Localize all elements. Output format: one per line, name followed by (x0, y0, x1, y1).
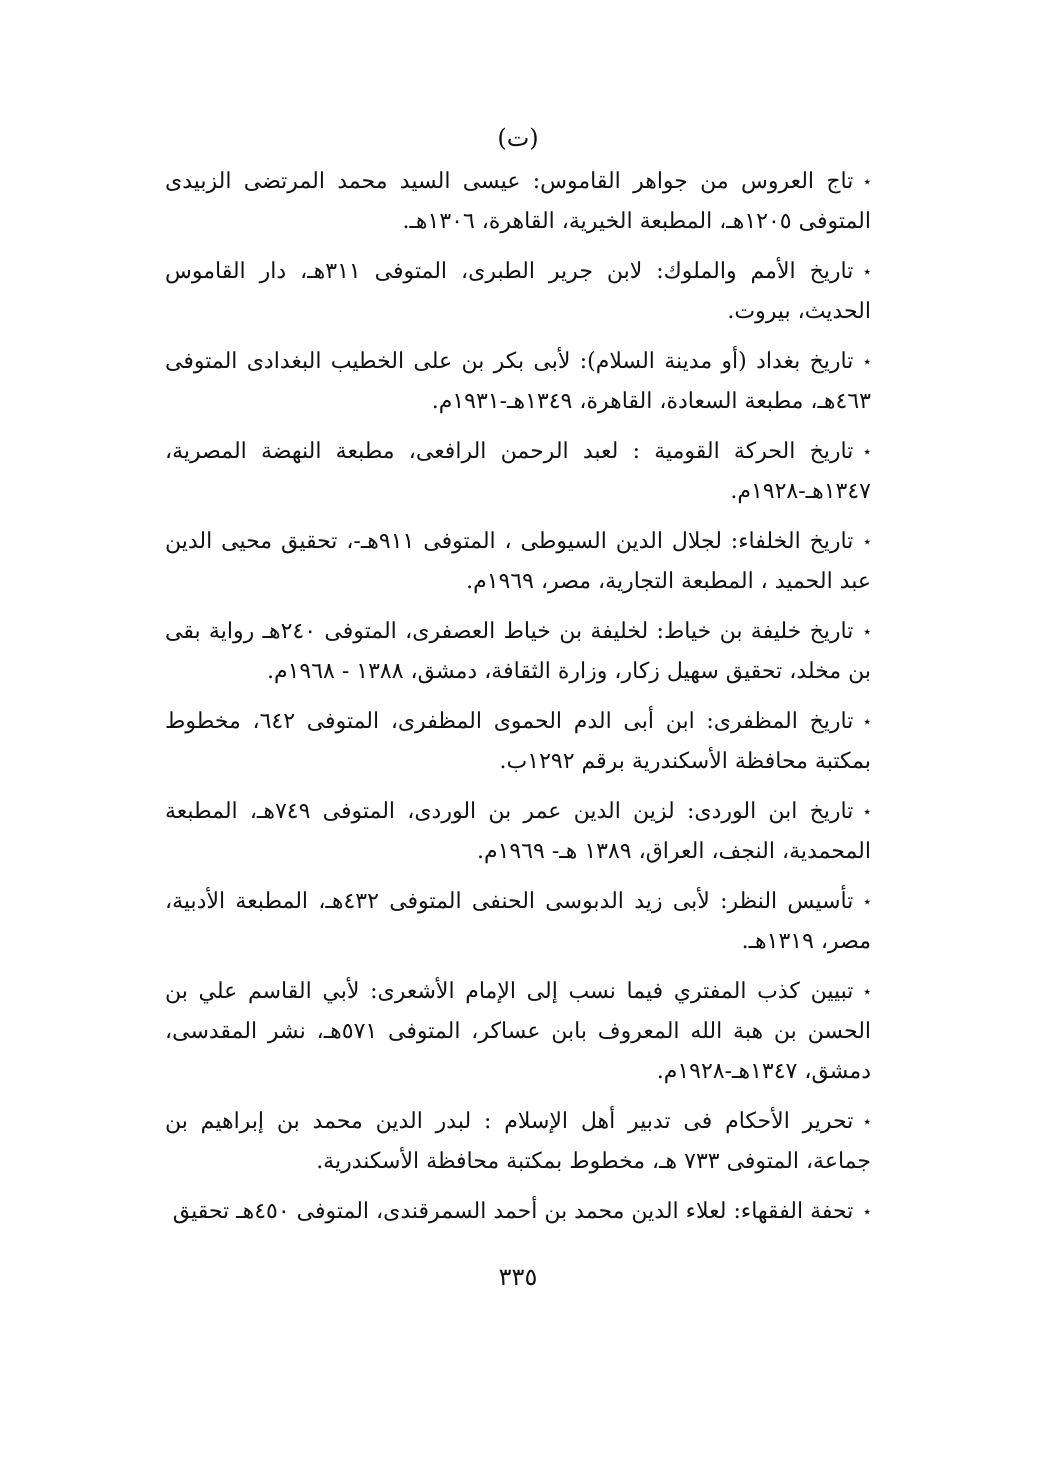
bibliography-entry (165, 882, 871, 962)
bullet-icon: ٭ (863, 354, 871, 370)
bibliography-entry (165, 342, 871, 422)
entry-text: تاريخ خليفة بن خياط: لخليفة بن خياط العصفرى، المتوفى ٢٤٠هـ رواية بقى بن مخلد، تحقيق سهيل زكار، وزارة الثقافة، دمشق، ١٣٨٨ - ١٩٦٨م. (165, 619, 871, 684)
entry-text: تحرير الأحكام فى تدبير أهل الإسلام : لبدر الدين محمد بن إبراهيم بن جماعة، المتوفى ٧٣٣ هـ، مخطوط بمكتبة محافظة الأسكندرية. (165, 1109, 871, 1174)
entry-text: تبيين كذب المفتري فيما نسب إلى الإمام الأشعرى: لأبي القاسم علي بن الحسن بن هبة الله المعروف بابن عساكر، المتوفى ٥٧١هـ، نشر المقدسى، دمشق، ١٣٤٧هـ-١٩٢٨م. (165, 979, 872, 1084)
bibliography-entry (165, 162, 871, 242)
entry-text: تاريخ بغداد (أو مدينة السلام): لأبى بكر بن على الخطيب البغدادى المتوفى ٤٦٣هـ، مطبعة السعادة، القاهرة، ١٣٤٩هـ-١٩٣١م. (165, 349, 871, 414)
bullet-icon: ٭ (863, 174, 871, 190)
bibliography-list (165, 162, 871, 1232)
bibliography-entry (165, 1102, 871, 1182)
bibliography-entry (165, 792, 871, 872)
entry-text: تاريخ ابن الوردى: لزين الدين عمر بن الوردى، المتوفى ٧٤٩هـ، المطبعة المحمدية، النجف، العراق، ١٣٨٩ هـ- ١٩٦٩م. (165, 799, 871, 864)
bullet-icon: ٭ (863, 894, 872, 910)
bibliography-entry (165, 522, 871, 602)
entry-text: تاريخ الخلفاء: لجلال الدين السيوطى ، المتوفى ٩١١هـ-، تحقيق محيى الدين عبد الحميد ، المطبعة التجارية، مصر، ١٩٦٩م. (165, 529, 871, 594)
bullet-icon: ٭ (863, 714, 871, 730)
entry-text: تاريخ الحركة القومية : لعبد الرحمن الرافعى، مطبعة النهضة المصرية، ١٣٤٧هـ-١٩٢٨م. (165, 439, 871, 504)
bullet-icon: ٭ (863, 444, 871, 460)
entry-text: تاج العروس من جواهر القاموس: عيسى السيد محمد المرتضى الزبيدى المتوفى ١٢٠٥هـ، المطبعة الخيرية، القاهرة، ١٣٠٦هـ. (165, 169, 871, 234)
bullet-icon: ٭ (863, 534, 871, 550)
bibliography-entry (165, 972, 871, 1092)
page-number: ٣٣٥ (498, 1263, 538, 1291)
bibliography-entry (165, 702, 871, 782)
bullet-icon: ٭ (863, 984, 871, 1000)
section-heading: (ت) (497, 124, 539, 152)
bullet-icon: ٭ (863, 624, 871, 640)
document-page (165, 118, 871, 1358)
bibliography-entry (165, 1192, 871, 1232)
bibliography-entry (165, 252, 871, 332)
entry-text: تأسيس النظر: لأبى زيد الدبوسى الحنفى المتوفى ٤٣٢هـ، المطبعة الأدبية، مصر، ١٣١٩هـ. (165, 889, 871, 954)
entry-text: تاريخ المظفرى: ابن أبى الدم الحموى المظفرى، المتوفى ٦٤٢، مخطوط بمكتبة محافظة الأسكندرية برقم ١٢٩٢ب. (165, 709, 871, 774)
bullet-icon: ٭ (863, 1204, 871, 1220)
bullet-icon: ٭ (863, 1114, 871, 1130)
bibliography-entry (165, 432, 871, 512)
bibliography-entry (165, 612, 871, 692)
bullet-icon: ٭ (863, 264, 871, 280)
entry-text: تحفة الفقهاء: لعلاء الدين محمد بن أحمد السمرقندى، المتوفى ٤٥٠هـ تحقيق (172, 1199, 854, 1224)
entry-text: تاريخ الأمم والملوك: لابن جرير الطبرى، المتوفى ٣١١هـ، دار القاموس الحديث، بيروت. (165, 259, 871, 324)
bullet-icon: ٭ (863, 804, 871, 820)
